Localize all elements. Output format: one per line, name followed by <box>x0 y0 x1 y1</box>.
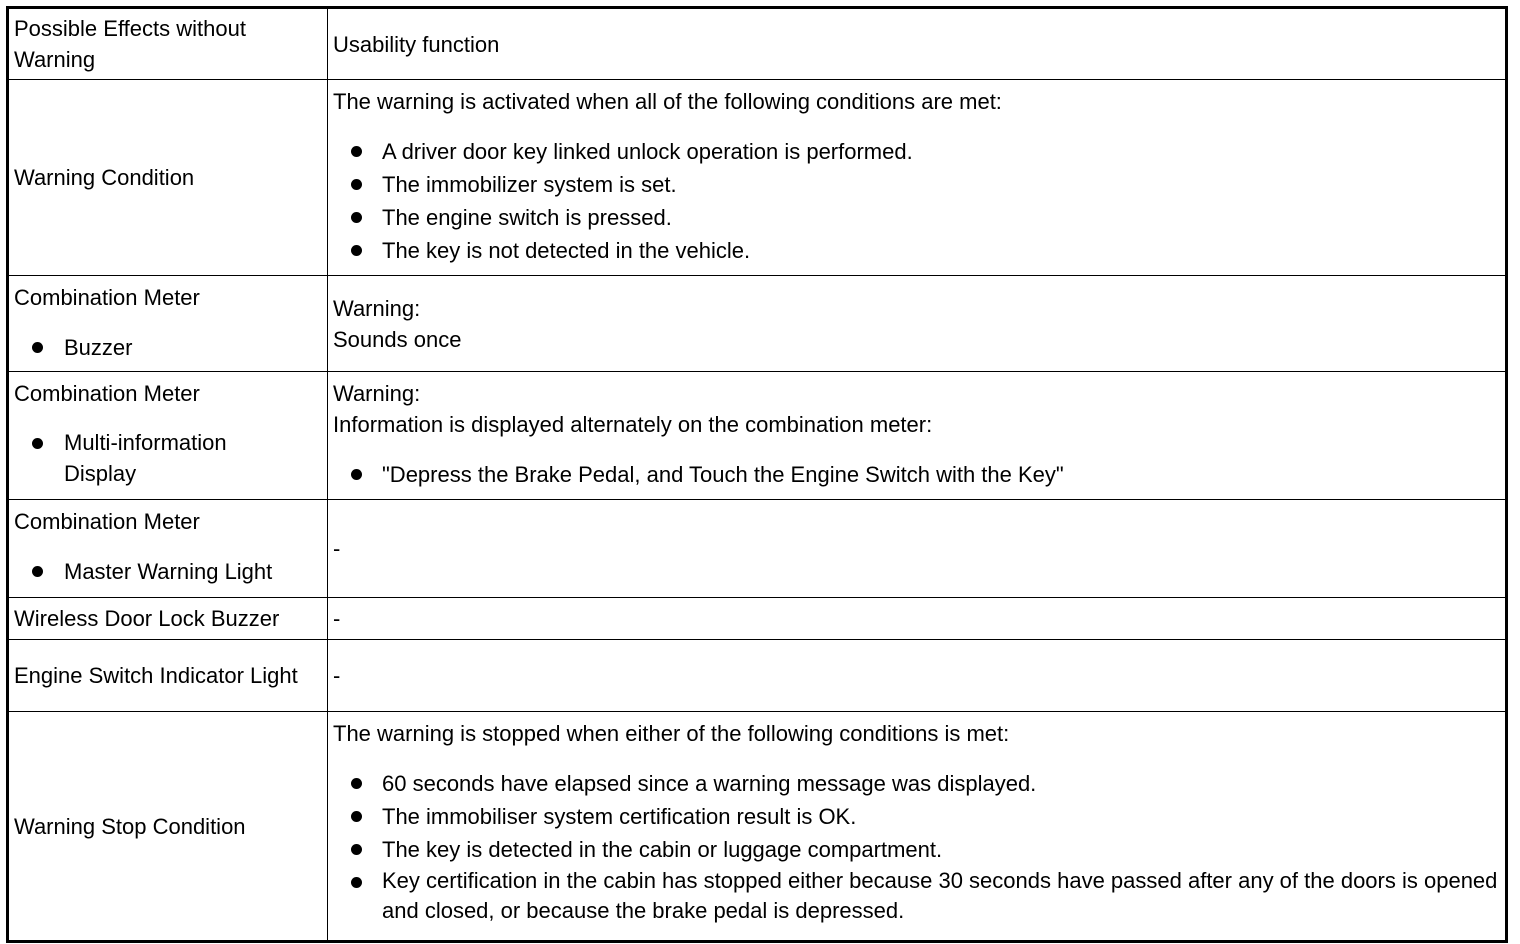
list-item: Key certification in the cabin has stopped either because 30 seconds have passed after any of the doors is opened and closed, or because the brake pedal is depressed. <box>333 866 1500 926</box>
row-value <box>328 80 1507 276</box>
row-label <box>8 276 328 372</box>
warning-heading: Warning: <box>333 381 421 406</box>
list-item: Master Warning Light <box>14 555 322 588</box>
warning-detail: Information is displayed alternately on the combination meter: <box>333 412 933 437</box>
component-sub-list <box>14 555 322 588</box>
row-value: - <box>328 500 1507 598</box>
condition-list <box>333 135 1500 267</box>
table-row <box>8 500 1507 598</box>
list-item: "Depress the Brake Pedal, and Touch the Engine Switch with the Key" <box>333 458 1500 491</box>
table-row <box>8 598 1507 640</box>
list-item: The immobilizer system is set. <box>333 168 1500 201</box>
list-item: 60 seconds have elapsed since a warning message was displayed. <box>333 767 1500 800</box>
list-item: Buzzer <box>14 331 322 364</box>
row-value: - <box>328 640 1507 712</box>
table-row <box>8 276 1507 372</box>
list-item: The immobiliser system certification result is OK. <box>333 800 1500 833</box>
row-label <box>8 500 328 598</box>
row-label: Warning Stop Condition <box>8 712 328 942</box>
table-row <box>8 712 1507 942</box>
condition-list <box>333 767 1500 926</box>
row-value <box>328 712 1507 942</box>
row-value: - <box>328 598 1507 640</box>
list-item: The key is detected in the cabin or luggage compartment. <box>333 833 1500 866</box>
table-row <box>8 80 1507 276</box>
row-value <box>328 372 1507 500</box>
condition-intro: The warning is stopped when either of the following conditions is met: <box>333 721 1010 746</box>
component-name: Combination Meter <box>14 381 200 406</box>
component-sub-list <box>14 427 244 489</box>
list-item: Multi-information Display <box>14 427 244 489</box>
list-item: The engine switch is pressed. <box>333 201 1500 234</box>
condition-intro: The warning is activated when all of the following conditions are met: <box>333 89 1002 114</box>
row-value <box>328 276 1507 372</box>
warning-heading: Warning: <box>333 295 421 321</box>
table-row <box>8 640 1507 712</box>
row-label: Wireless Door Lock Buzzer <box>8 598 328 640</box>
message-list <box>333 458 1500 491</box>
table-row <box>8 8 1507 80</box>
table-row <box>8 372 1507 500</box>
component-sub-list <box>14 331 322 364</box>
component-name: Combination Meter <box>14 509 200 534</box>
row-value: Usability function <box>328 8 1507 80</box>
row-label: Possible Effects without Warning <box>8 8 328 80</box>
component-name: Combination Meter <box>14 285 200 310</box>
warning-spec-table <box>6 6 1508 943</box>
row-label <box>8 372 328 500</box>
list-item: The key is not detected in the vehicle. <box>333 234 1500 267</box>
row-label: Warning Condition <box>8 80 328 276</box>
list-item: A driver door key linked unlock operation is performed. <box>333 135 1500 168</box>
warning-detail: Sounds once <box>333 326 462 352</box>
row-label: Engine Switch Indicator Light <box>8 640 328 712</box>
